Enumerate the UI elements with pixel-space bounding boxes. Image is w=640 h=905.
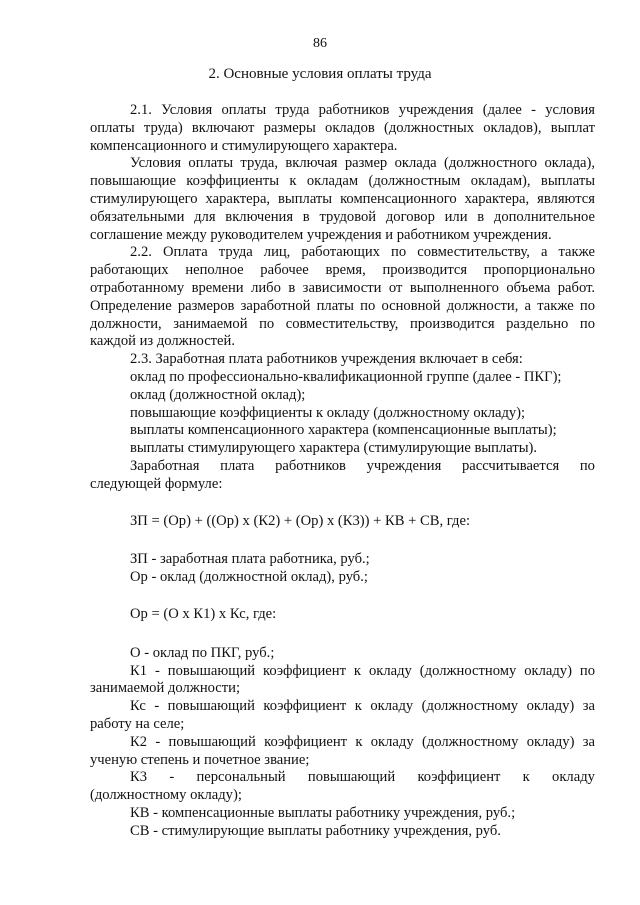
- definition-k2: К2 - повышающий коэффициент к окладу (должностному окладу) за ученую степень и почетное звание;: [90, 733, 595, 768]
- definition-k3-tail: (должностному окладу);: [90, 787, 242, 804]
- formula-intro-line: [90, 458, 595, 476]
- document-body: [90, 102, 595, 840]
- word: коэффициент: [417, 769, 501, 786]
- formula-secondary: Ор = (О х К1) х Кс, где:: [130, 605, 277, 622]
- paragraph-2-1: 2.1. Условия оплаты труда работников учреждения (далее - условия оплаты труда) включают размеры окладов (должностных окладов), выплат компенсационного и стимулирующего характера.: [90, 102, 595, 154]
- word: персональный: [196, 769, 286, 786]
- list-item: выплаты компенсационного характера (компенсационные выплаты);: [130, 422, 557, 439]
- definition-o: О - оклад по ПКГ, руб.;: [130, 644, 275, 661]
- section-title: 2. Основные условия оплаты труда: [208, 66, 432, 82]
- word: К3: [130, 769, 148, 786]
- word: -: [169, 769, 175, 786]
- definition-or: Ор - оклад (должностной оклад), руб.;: [130, 569, 368, 586]
- definition-kc: Кс - повышающий коэффициент к окладу (должностному окладу) за работу на селе;: [90, 698, 595, 732]
- paragraph-pay-conditions: Условия оплаты труда, включая размер оклада (должностного оклада), повышающие коэффициенты к окладам (должностным окладам), выплаты стимулирующего характера, выплаты компенсационного характера, являются обязательными для включения в трудовой договор или в дополнительное соглашение между руководителем учреждения и работником учреждения.: [90, 155, 595, 243]
- paragraph-2-2: 2.2. Оплата труда лиц, работающих по совместительству, а также работающих неполное рабочее время, производится пропорционально отработанному времени либо в зависимости от выполненного объема работ. Определение размеров заработной платы по основной должности, а также по должности, занимаемой по совместительству, производится раздельно по каждой из должностей.: [90, 244, 595, 350]
- definition-zp: ЗП - заработная плата работника, руб.;: [130, 551, 370, 568]
- word: учреждения: [366, 457, 442, 474]
- word: Заработная: [130, 457, 200, 474]
- list-item: выплаты стимулирующего характера (стимулирующие выплаты).: [130, 440, 538, 457]
- list-item: оклад (должностной оклад);: [130, 386, 306, 403]
- paragraph-2-3: 2.3. Заработная плата работников учреждения включает в себя:: [130, 351, 523, 368]
- definition-sv: СВ - стимулирующие выплаты работнику учреждения, руб.: [130, 822, 501, 839]
- word: плата: [220, 457, 255, 474]
- page-number: 86: [313, 36, 327, 51]
- formula-intro-tail: следующей формуле:: [90, 475, 223, 492]
- word: к: [522, 769, 530, 786]
- list-item: повышающие коэффициенты к окладу (должностному окладу);: [130, 404, 526, 421]
- word: повышающий: [307, 769, 396, 786]
- word: окладу: [552, 769, 595, 786]
- list-item: оклад по профессионально-квалификационной группе (далее - ПКГ);: [130, 368, 562, 385]
- definition-k1: К1 - повышающий коэффициент к окладу (должностному окладу) по занимаемой должности;: [90, 662, 595, 697]
- word: работников: [275, 457, 346, 474]
- definition-kv: КВ - компенсационные выплаты работнику учреждения, руб.;: [130, 804, 516, 821]
- formula-main: ЗП = (Ор) + ((Ор) х (К2) + (Ор) х (К3)) + КВ + СВ, где:: [130, 512, 471, 529]
- word: по: [579, 457, 595, 474]
- definition-k3-line: [90, 769, 595, 787]
- word: рассчитывается: [461, 457, 560, 474]
